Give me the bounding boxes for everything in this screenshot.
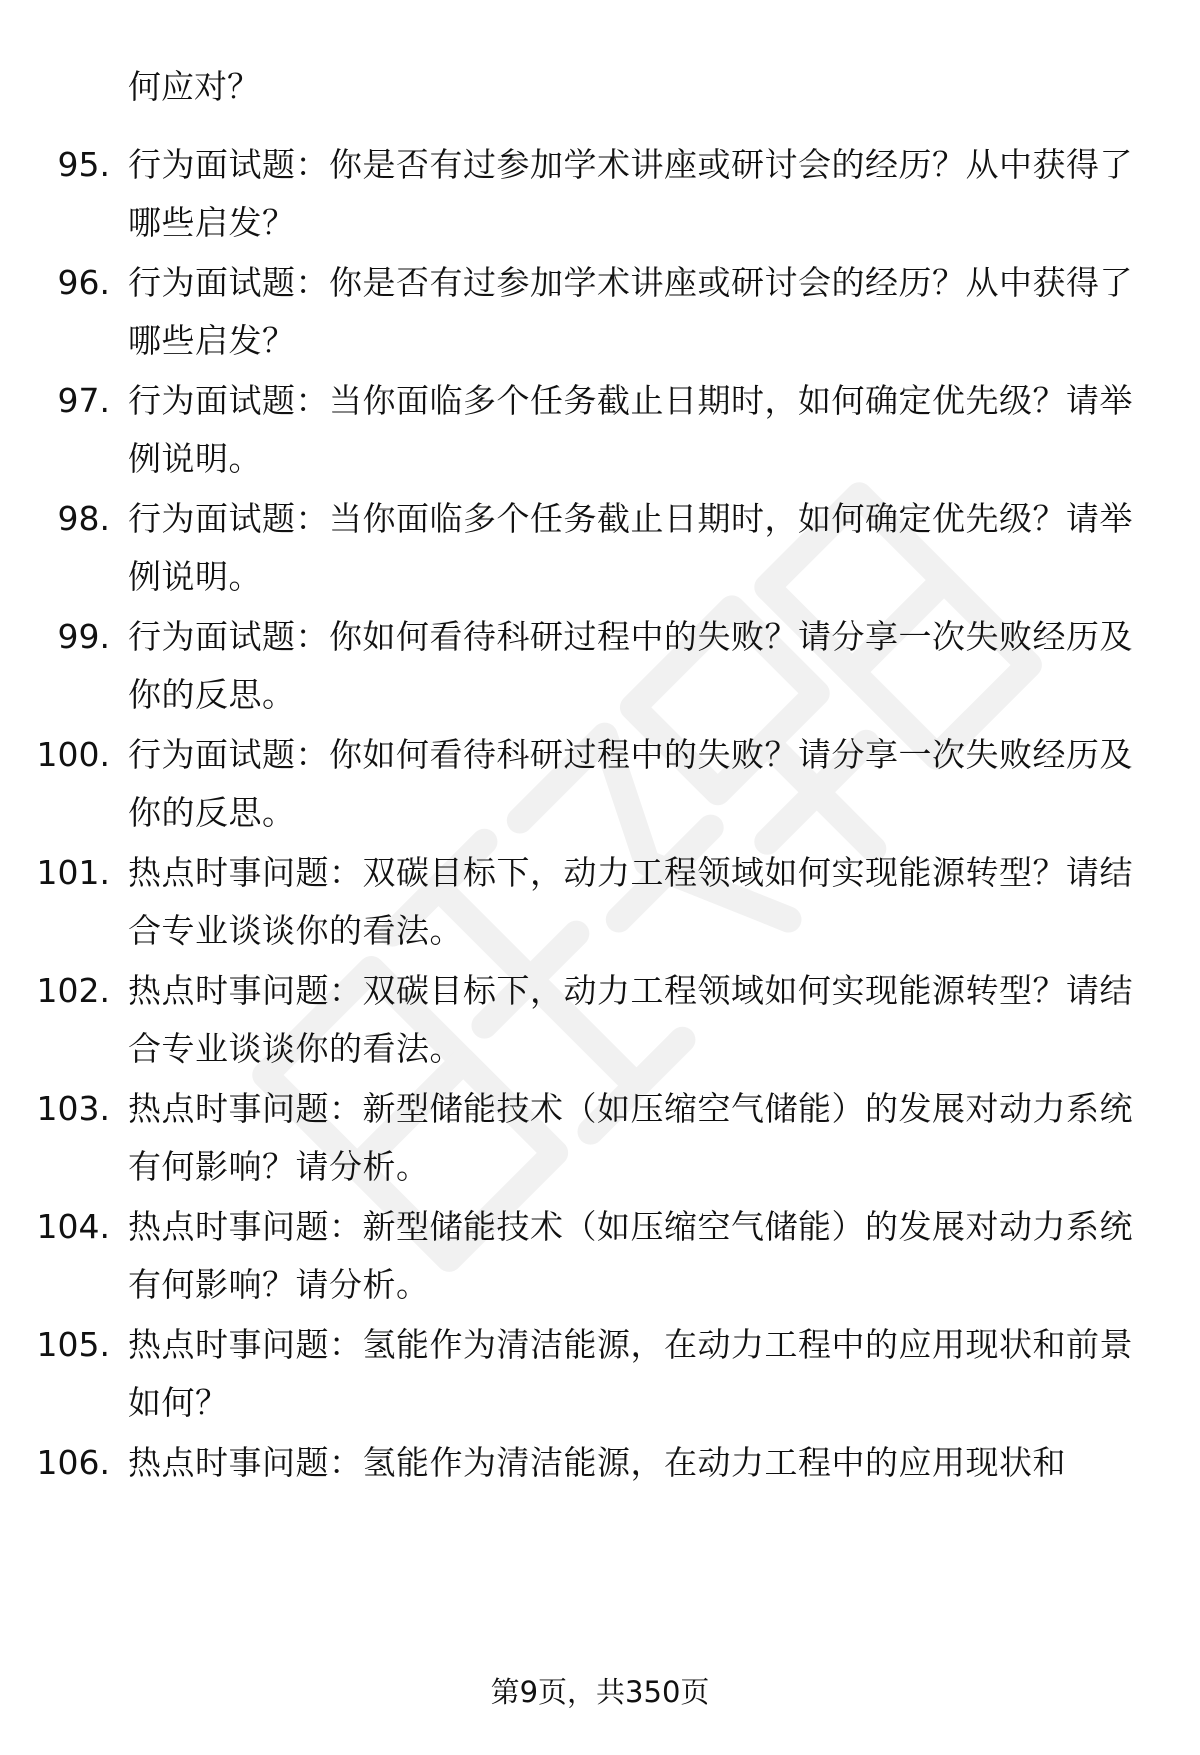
item-number: 95. [57,145,110,184]
item-number: 105. [36,1325,110,1364]
item-number: 99. [57,617,110,656]
item-text: 热点时事问题：氢能作为清洁能源，在动力工程中的应用现状和前景如何？ [128,1325,1133,1422]
item-number: 96. [57,263,110,302]
item-number: 102. [36,971,110,1010]
item-number: 106. [36,1443,110,1482]
item-text: 行为面试题：当你面临多个任务截止日期时，如何确定优先级？请举例说明。 [128,499,1133,596]
page-footer: 第9页，共350页 [490,1675,710,1709]
item-text: 行为面试题：当你面临多个任务截止日期时，如何确定优先级？请举例说明。 [128,381,1133,478]
item-text: 热点时事问题：双碳目标下，动力工程领域如何实现能源转型？请结合专业谈谈你的看法。 [128,971,1133,1068]
item-text: 热点时事问题：氢能作为清洁能源，在动力工程中的应用现状和 [128,1443,1066,1482]
item-number: 98. [57,499,110,538]
item-number: 104. [36,1207,110,1246]
item-number: 97. [57,381,110,420]
continued-line: 何应对？ [128,67,260,106]
item-text: 热点时事问题：新型储能技术（如压缩空气储能）的发展对动力系统有何影响？请分析。 [128,1089,1133,1186]
item-text: 热点时事问题：新型储能技术（如压缩空气储能）的发展对动力系统有何影响？请分析。 [128,1207,1133,1304]
item-text: 行为面试题：你如何看待科研过程中的失败？请分享一次失败经历及你的反思。 [128,617,1133,714]
item-number: 101. [36,853,110,892]
item-text: 行为面试题：你是否有过参加学术讲座或研讨会的经历？从中获得了哪些启发？ [128,263,1133,360]
item-text: 行为面试题：你是否有过参加学术讲座或研讨会的经历？从中获得了哪些启发？ [128,145,1133,242]
item-number: 100. [36,735,110,774]
item-text: 热点时事问题：双碳目标下，动力工程领域如何实现能源转型？请结合专业谈谈你的看法。 [128,853,1133,950]
item-text: 行为面试题：你如何看待科研过程中的失败？请分享一次失败经历及你的反思。 [128,735,1133,832]
item-number: 103. [36,1089,110,1128]
